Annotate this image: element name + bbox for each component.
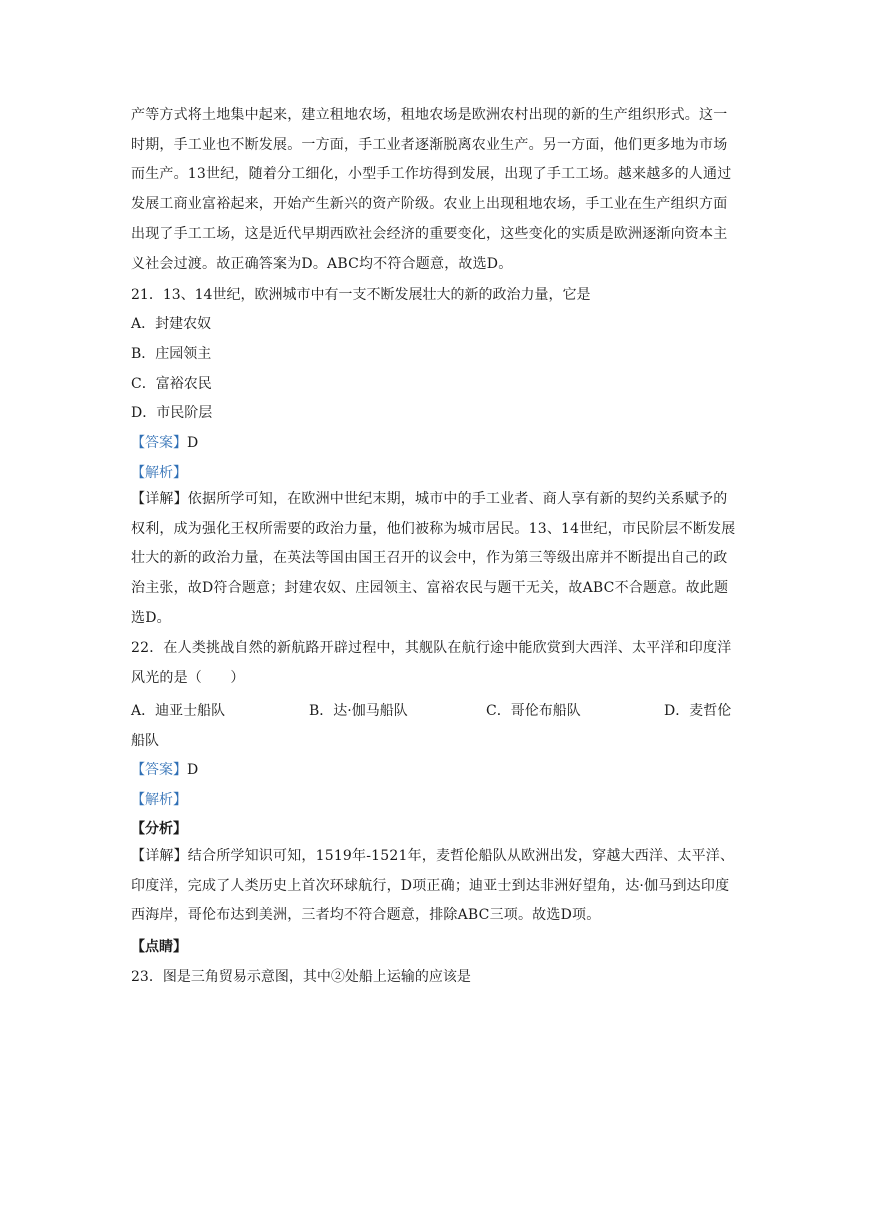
answer-value: D [187, 762, 199, 778]
q21-stem: 21．13、14世纪，欧洲城市中有一支不断发展壮大的新的政治力量，它是 [131, 287, 591, 303]
q22-analysis-tag: 【解析】 [131, 792, 187, 808]
q21-option-c: C．富裕农民 [131, 376, 212, 392]
q21-option-b: B．庄园领主 [131, 346, 212, 362]
q21-answer [131, 433, 198, 453]
q22-option-d-wrap: 船队 [131, 733, 159, 749]
answer-value: D [187, 435, 199, 451]
q22-fenxi-tag: 【分析】 [131, 821, 187, 837]
q21-detail: 【详解】依据所学可知，在欧洲中世纪末期，城市中的手工业者、商人享有新的契约关系赋予的权利，成为强化王权所需要的政治力量，他们被称为城市居民。13、14世纪，市民阶层不断发展壮大的新的政治力量，在英法等国由国王召开的议会中，作为第三等级出席并不断提出自己的政治主张，故D符合题意；封建农奴、庄园领主、富裕农民与题干无关，故ABC不合题意。故此题选D。 [131, 491, 736, 626]
q23-stem: 23．图是三角贸易示意图，其中②处船上运输的应该是 [131, 969, 471, 985]
q22-option-a: A．迪亚士船队 [131, 703, 226, 719]
q22-option-d: D．麦哲伦 [664, 703, 732, 719]
q22-answer [131, 760, 198, 780]
q20-analysis-tail: 产等方式将土地集中起来，建立租地农场，租地农场是欧洲农村出现的新的生产组织形式。这一时期，手工业也不断发展。一方面，手工业者逐渐脱离农业生产。另一方面，他们更多地为市场而生产。13世纪，随着分工细化，小型手工作坊得到发展，出现了手工工场。越来越多的人通过发展工商业富裕起来，开始产生新兴的资产阶级。农业上出现租地农场，手工业在生产组织方面出现了手工工场，这是近代早期西欧社会经济的重要变化，这些变化的实质是欧洲逐渐向资本主义社会过渡。故正确答案为D。ABC均不符合题意，故选D。 [131, 107, 732, 272]
q22-dianjing-tag: 【点睛】 [131, 939, 187, 955]
q22-option-c: C．哥伦布船队 [486, 703, 581, 719]
q22-detail: 【详解】结合所学知识可知，1519年-1521年，麦哲伦船队从欧洲出发，穿越大西洋、太平洋、印度洋，完成了人类历史上首次环球航行，D项正确；迪亚士到达非洲好望角，达·伽马到达印度西海岸，哥伦布达到美洲，三者均不符合题意，排除ABC三项。故选D项。 [131, 848, 735, 924]
answer-tag: 【答案】 [131, 762, 187, 778]
answer-tag: 【答案】 [131, 435, 187, 451]
q21-option-a: A．封建农奴 [131, 316, 212, 332]
q22-stem: 22．在人类挑战自然的新航路开辟过程中，其舰队在航行途中能欣赏到大西洋、太平洋和印度洋风光的是（ ） [131, 640, 732, 686]
q21-analysis-tag: 【解析】 [131, 465, 187, 481]
q22-option-b: B．达·伽马船队 [309, 703, 408, 719]
q21-option-d: D．市民阶层 [131, 405, 213, 421]
